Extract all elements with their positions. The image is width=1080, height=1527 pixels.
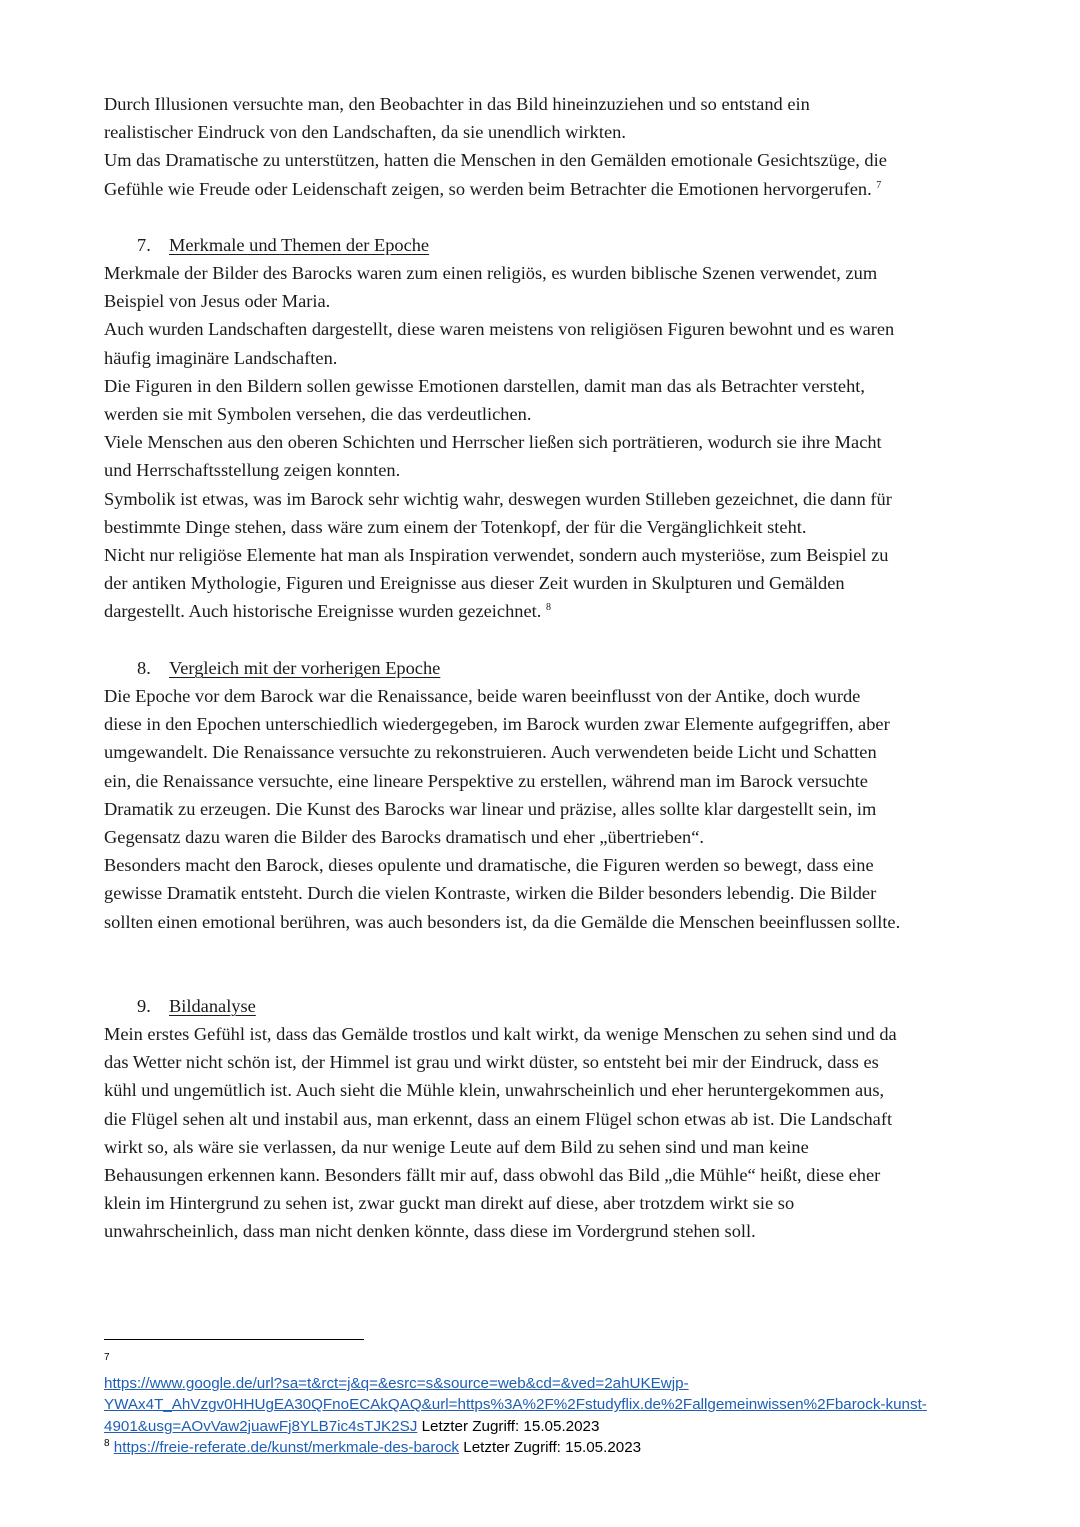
text-line: diese in den Epochen unterschiedlich wiedergegeben, im Barock wurden zwar Elemente aufgegriffen, aber bbox=[104, 714, 890, 735]
text-line: Die Figuren in den Bildern sollen gewisse Emotionen darstellen, damit man das als Betrachter versteht, bbox=[104, 375, 865, 396]
text-line: kühl und ungemütlich ist. Auch sieht die Mühle klein, unwahrscheinlich und eher heruntergekommen aus, bbox=[104, 1080, 885, 1101]
section-heading-9 bbox=[137, 992, 256, 1020]
text-line: Behausungen erkennen kann. Besonders fällt mir auf, dass obwohl das Bild „die Mühle“ heißt, diese eher bbox=[104, 1165, 881, 1186]
text-line: Durch Illusionen versuchte man, den Beobachter in das Bild hineinzuziehen und so entstand ein bbox=[104, 94, 810, 114]
footnote-mark-8: 8 bbox=[104, 1437, 110, 1449]
text-line: Die Epoche vor dem Barock war die Renaissance, beide waren beeinflusst von der Antike, doch wurde bbox=[104, 686, 861, 706]
footnote-8-link[interactable]: https://freie-referate.de/kunst/merkmale-des-barock bbox=[113, 1438, 460, 1456]
footnote-7-access-note: Letzter Zugriff: 15.05.2023 bbox=[421, 1417, 600, 1435]
footnote-7-line bbox=[104, 1394, 1044, 1415]
text-line bbox=[104, 597, 1024, 625]
footnote-7-link-part[interactable]: https://www.google.de/url?sa=t&rct=j&q=&esrc=s&source=web&cd=&ved=2ahUKEwjp- bbox=[104, 1375, 689, 1392]
footnote-mark-7: 7 bbox=[104, 1352, 110, 1363]
text-line: bestimmte Dinge stehen, dass wäre zum einem der Totenkopf, der für die Vergänglichkeit steht. bbox=[104, 516, 807, 537]
section-heading-7 bbox=[137, 231, 429, 259]
text-line: sollten einen emotional berühren, was auch besonders ist, da die Gemälde die Menschen beeinflussen sollte. bbox=[104, 911, 901, 932]
footnote-7-link-part[interactable]: 4901&usg=AOvVaw2juawFj8YLB7ic4sTJK2SJ bbox=[104, 1417, 418, 1435]
footnote-7-line bbox=[104, 1416, 1044, 1437]
section-heading-8 bbox=[137, 654, 440, 682]
text-line-content: dargestellt. Auch historische Ereignisse wurden gezeichnet. bbox=[104, 601, 542, 622]
intro-paragraph bbox=[104, 90, 1024, 203]
text-line: wirkt so, als wäre sie verlassen, da nur wenige Leute auf dem Bild zu sehen sind und man keine bbox=[104, 1136, 809, 1157]
text-line-content: Gefühle wie Freude oder Leidenschaft zeigen, so werden beim Betrachter die Emotionen hervorgerufen. bbox=[104, 178, 872, 199]
section-9-body bbox=[104, 1020, 1024, 1246]
text-line: Mein erstes Gefühl ist, dass das Gemälde trostlos und kalt wirkt, da wenige Menschen zu sehen sind und da bbox=[104, 1024, 897, 1044]
text-line: Dramatik zu erzeugen. Die Kunst des Barocks war linear und präzise, alles sollte klar dargestellt sein, im bbox=[104, 798, 877, 819]
text-line bbox=[104, 175, 1024, 203]
section-number: 9. bbox=[137, 996, 151, 1016]
text-line: Viele Menschen aus den oberen Schichten und Herrscher ließen sich porträtieren, wodurch sie ihre Macht bbox=[104, 432, 882, 453]
text-line: Besonders macht den Barock, dieses opulente und dramatische, die Figuren werden so bewegt, dass eine bbox=[104, 855, 874, 876]
text-line: und Herrschaftsstellung zeigen konnten. bbox=[104, 460, 401, 481]
footnote-8-line bbox=[104, 1437, 1044, 1458]
footnote-ref-7[interactable]: 7 bbox=[876, 179, 882, 191]
section-7-body bbox=[104, 259, 1024, 626]
section-8-body bbox=[104, 682, 1024, 936]
text-line: Merkmale der Bilder des Barocks waren zum einen religiös, es wurden biblische Szenen verwendet, zum bbox=[104, 263, 878, 283]
section-title: Vergleich mit der vorherigen Epoche bbox=[169, 658, 441, 678]
text-line: unwahrscheinlich, dass man nicht denken könnte, dass diese im Vordergrund stehen soll. bbox=[104, 1221, 756, 1242]
footnote-8-access-note: Letzter Zugriff: 15.05.2023 bbox=[463, 1438, 642, 1456]
text-line: Gegensatz dazu waren die Bilder des Barocks dramatisch und eher „übertrieben“. bbox=[104, 827, 704, 848]
text-line: werden sie mit Symbolen versehen, die das verdeutlichen. bbox=[104, 404, 532, 425]
footnote-separator bbox=[104, 1339, 364, 1340]
text-line: gewisse Dramatik entsteht. Durch die vielen Kontraste, wirken die Bilder besonders lebendig. Die Bilder bbox=[104, 883, 877, 904]
footnote-ref-8[interactable]: 8 bbox=[545, 602, 551, 614]
text-line: ein, die Renaissance versuchte, eine lineare Perspektive zu erstellen, während man im Barock versuchte bbox=[104, 770, 868, 791]
text-line: Beispiel von Jesus oder Maria. bbox=[104, 291, 331, 312]
footnote-7-line bbox=[104, 1373, 1044, 1394]
text-line: umgewandelt. Die Renaissance versuchte zu rekonstruieren. Auch verwendeten beide Licht und Schatten bbox=[104, 742, 877, 763]
footnotes bbox=[104, 1352, 1044, 1458]
section-number: 7. bbox=[137, 235, 151, 255]
text-line: Auch wurden Landschaften dargestellt, diese waren meistens von religiösen Figuren bewohnt und es waren bbox=[104, 319, 895, 340]
text-line: Symbolik ist etwas, was im Barock sehr wichtig wahr, deswegen wurden Stilleben gezeichnet, die dann für bbox=[104, 488, 892, 509]
footnote-7-link-part[interactable]: YWAx4T_AhVzgv0HHUgEA30QFnoECAkQAQ&url=https%3A%2F%2Fstudyflix.de%2Fallgemeinwissen%2Fbarock-kunst- bbox=[104, 1396, 927, 1414]
text-line: Nicht nur religiöse Elemente hat man als Inspiration verwendet, sondern auch mysteriöse, zum Beispiel zu bbox=[104, 545, 889, 566]
text-line: häufig imaginäre Landschaften. bbox=[104, 347, 338, 368]
text-line: realistischer Eindruck von den Landschaften, da sie unendlich wirkten. bbox=[104, 122, 626, 143]
text-line: Um das Dramatische zu unterstützen, hatten die Menschen in den Gemälden emotionale Gesichtszüge, die bbox=[104, 150, 887, 171]
section-number: 8. bbox=[137, 658, 151, 678]
section-title: Bildanalyse bbox=[169, 996, 256, 1016]
text-line: die Flügel sehen alt und instabil aus, man erkennt, dass an einem Flügel schon etwas ab ist. Die Landschaft bbox=[104, 1108, 893, 1129]
text-line: der antiken Mythologie, Figuren und Ereignisse aus dieser Zeit wurden in Skulpturen und Gemälden bbox=[104, 573, 845, 594]
section-title: Merkmale und Themen der Epoche bbox=[169, 235, 430, 255]
text-line: klein im Hintergrund zu sehen ist, zwar guckt man direkt auf diese, aber trotzdem wirkt sie so bbox=[104, 1193, 795, 1214]
text-line: das Wetter nicht schön ist, der Himmel ist grau und wirkt düster, so entsteht bei mir der Eindruck, dass es bbox=[104, 1052, 879, 1073]
